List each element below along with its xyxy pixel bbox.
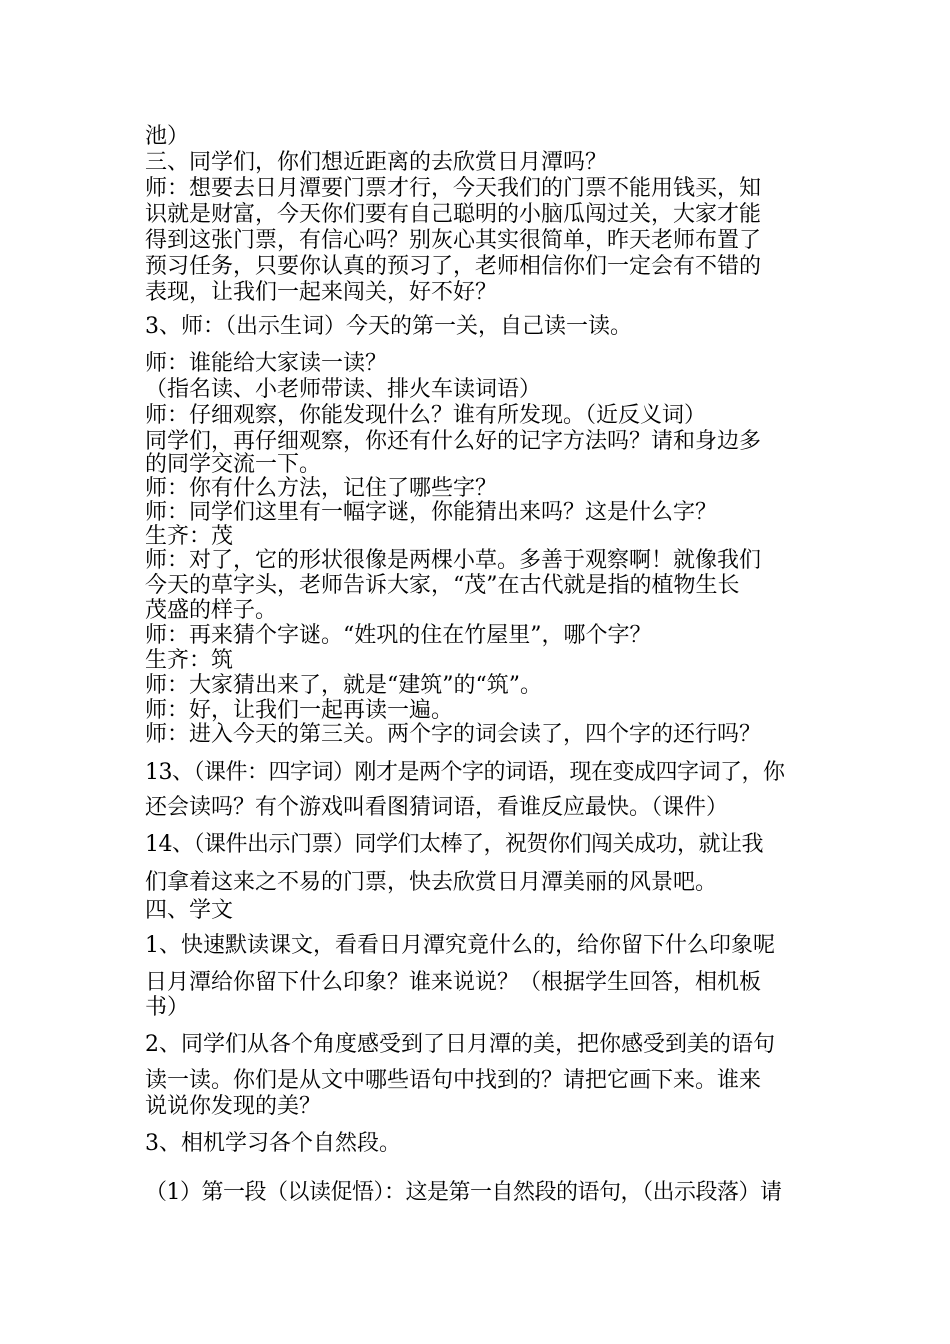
text-line: 的同学交流一下。 <box>145 452 322 477</box>
text-line: 师：大家猜出来了，就是“建筑”的“筑”。 <box>145 673 542 698</box>
text-line: 书） <box>145 995 190 1020</box>
text-line: 还会读吗？有个游戏叫看图猜词语，看谁反应最快。（课件） <box>145 795 729 820</box>
text-line: 说说你发现的美？ <box>145 1094 322 1119</box>
text-line: 表现，让我们一起来闯关，好不好？ <box>145 280 498 305</box>
text-line: 师：进入今天的第三关。两个字的词会读了，四个字的还行吗？ <box>145 722 762 747</box>
text-line: 师：再来猜个字谜。“姓巩的住在竹屋里”，哪个字？ <box>145 623 652 648</box>
text-line: 师：同学们这里有一幅字谜，你能猜出来吗？这是什么字？ <box>145 500 718 525</box>
text-line: 3、师：（出示生词）今天的第一关，自己读一读。 <box>145 314 632 339</box>
text-line: 三、同学们，你们想近距离的去欣赏日月潭吗？ <box>145 150 608 175</box>
text-line: 13、（课件：四字词）刚才是两个字的词语，现在变成四字词了，你 <box>145 760 785 785</box>
text-line: 生齐：筑 <box>145 648 234 673</box>
text-line: 师：仔细观察，你能发现什么？谁有所发现。（近反义词） <box>145 403 707 428</box>
text-line: 们拿着这来之不易的门票，快去欣赏日月潭美丽的风景吧。 <box>145 870 718 895</box>
text-line: 同学们，再仔细观察，你还有什么好的记字方法吗？请和身边多 <box>145 429 762 454</box>
text-line: 师：你有什么方法，记住了哪些字？ <box>145 476 498 501</box>
text-line: 14、（课件出示门票）同学们太棒了，祝贺你们闯关成功，就让我 <box>145 832 763 857</box>
text-line: 1、快速默读课文，看看日月潭究竟什么的，给你留下什么印象呢 <box>145 933 775 958</box>
text-line: 师：好，让我们一起再读一遍。 <box>145 698 454 723</box>
text-line: 四、学文 <box>145 898 234 923</box>
text-line: 师：谁能给大家读一读？ <box>145 351 388 376</box>
text-line: 读一读。你们是从文中哪些语句中找到的？请把它画下来。谁来 <box>145 1068 762 1093</box>
text-line: 池） <box>145 124 190 149</box>
text-line: 日月潭给你留下什么印象？谁来说说？（根据学生回答，相机板 <box>145 970 762 995</box>
text-line: 生齐：茂 <box>145 524 234 549</box>
text-line: 茂盛的样子。 <box>145 598 278 623</box>
text-line: 得到这张门票，有信心吗？别灰心其实很简单，昨天老师布置了 <box>145 228 762 253</box>
text-line: （1）第一段（以读促悟）：这是第一自然段的语句，（出示段落）请 <box>145 1180 782 1205</box>
text-line: 预习任务，只要你认真的预习了，老师相信你们一定会有不错的 <box>145 254 762 279</box>
text-line: 师：想要去日月潭要门票才行，今天我们的门票不能用钱买，知 <box>145 176 762 201</box>
text-line: 师：对了，它的形状很像是两棵小草。多善于观察啊！就像我们 <box>145 548 762 573</box>
text-line: 识就是财富，今天你们要有自己聪明的小脑瓜闯过关，大家才能 <box>145 202 762 227</box>
text-line: 2、同学们从各个角度感受到了日月潭的美，把你感受到美的语句 <box>145 1032 775 1057</box>
text-line: 3、相机学习各个自然段。 <box>145 1131 401 1156</box>
text-line: （指名读、小老师带读、排火车读词语） <box>145 377 542 402</box>
text-line: 今天的草字头，老师告诉大家，“茂”在古代就是指的植物生长 <box>145 573 740 598</box>
